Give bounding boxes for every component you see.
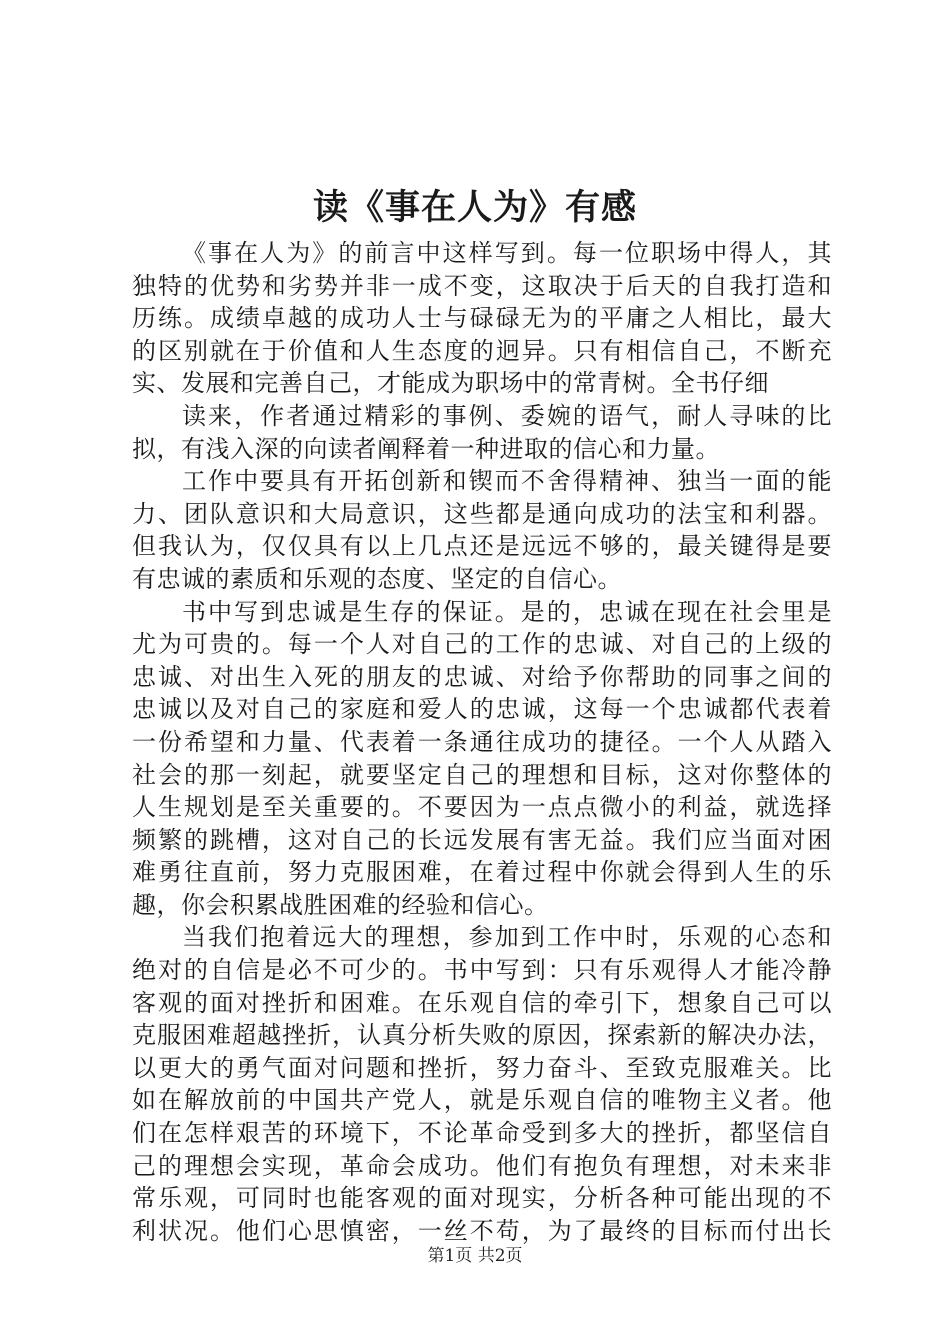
text-line: 绝对的自信是必不可少的。书中写到：只有乐观得人才能冷静 <box>132 956 832 985</box>
text-line: 难勇往直前，努力克服困难，在着过程中你就会得到人生的乐 <box>132 858 832 887</box>
text-line: 如在解放前的中国共产党人，就是乐观自信的唯物主义者。他 <box>132 1086 832 1115</box>
text-line: 常乐观，可同时也能客观的面对现实，分析各种可能出现的不 <box>132 1184 832 1213</box>
text-line: 当我们抱着远大的理想，参加到工作中时，乐观的心态和 <box>182 923 832 952</box>
text-line: 历练。成绩卓越的成功人士与碌碌无为的平庸之人相比，最大 <box>132 304 832 333</box>
text-line: 忠诚、对出生入死的朋友的忠诚、对给予你帮助的同事之间的 <box>132 662 832 691</box>
text-line: 趣，你会积累战胜困难的经验和信心。 <box>132 890 549 919</box>
text-line: 有忠诚的素质和乐观的态度、坚定的自信心。 <box>132 564 622 593</box>
page-footer: 第1页 共2页 <box>427 1246 523 1266</box>
text-line: 己的理想会实现，革命会成功。他们有抱负有理想，对未来非 <box>132 1151 832 1180</box>
text-line: 们在怎样艰苦的环境下，不论革命受到多大的挫折，都坚信自 <box>132 1119 832 1148</box>
text-line: 克服困难超越挫折，认真分析失败的原因，探索新的解决办法， <box>132 1021 832 1050</box>
text-line: 读来，作者通过精彩的事例、委婉的语气，耐人寻味的比 <box>182 401 832 430</box>
text-line: 工作中要具有开拓创新和锲而不舍得精神、独当一面的能 <box>182 467 832 496</box>
text-line: 拟，有浅入深的向读者阐释着一种进取的信心和力量。 <box>132 434 720 463</box>
text-line: 人生规划是至关重要的。不要因为一点点微小的利益，就选择 <box>132 793 832 822</box>
text-line: 独特的优势和劣势并非一成不变，这取决于后天的自我打造和 <box>132 271 832 300</box>
text-line: 尤为可贵的。每一个人对自己的工作的忠诚、对自己的上级的 <box>132 630 832 659</box>
text-line: 社会的那一刻起，就要坚定自己的理想和目标，这对你整体的 <box>132 760 832 789</box>
text-line: 但我认为，仅仅具有以上几点还是远远不够的，最关键得是要 <box>132 532 832 561</box>
document-body <box>132 237 832 1247</box>
text-line: 实、发展和完善自己，才能成为职场中的常青树。全书仔细 <box>132 369 769 398</box>
text-line: 力、团队意识和大局意识，这些都是通向成功的法宝和利器。 <box>132 499 832 528</box>
text-line: 书中写到忠诚是生存的保证。是的，忠诚在现在社会里是 <box>182 597 832 626</box>
text-line: 利状况。他们心思慎密，一丝不苟，为了最终的目标而付出长 <box>132 1216 832 1245</box>
text-line: 频繁的跳槽，这对自己的长远发展有害无益。我们应当面对困 <box>132 825 832 854</box>
text-line: 忠诚以及对自己的家庭和爱人的忠诚，这每一个忠诚都代表着 <box>132 695 832 724</box>
text-line: 《事在人为》的前言中这样写到。每一位职场中得人，其 <box>182 239 832 267</box>
document-title: 读《事在人为》有感 <box>312 187 637 228</box>
text-line: 一份希望和力量、代表着一条通往成功的捷径。一个人从踏入 <box>132 727 832 756</box>
text-line: 以更大的勇气面对问题和挫折，努力奋斗、至致克服难关。比 <box>132 1053 832 1082</box>
text-line: 客观的面对挫折和困难。在乐观自信的牵引下，想象自己可以 <box>132 988 832 1017</box>
text-line: 的区别就在于价值和人生态度的迥异。只有相信自己，不断充 <box>132 336 832 365</box>
